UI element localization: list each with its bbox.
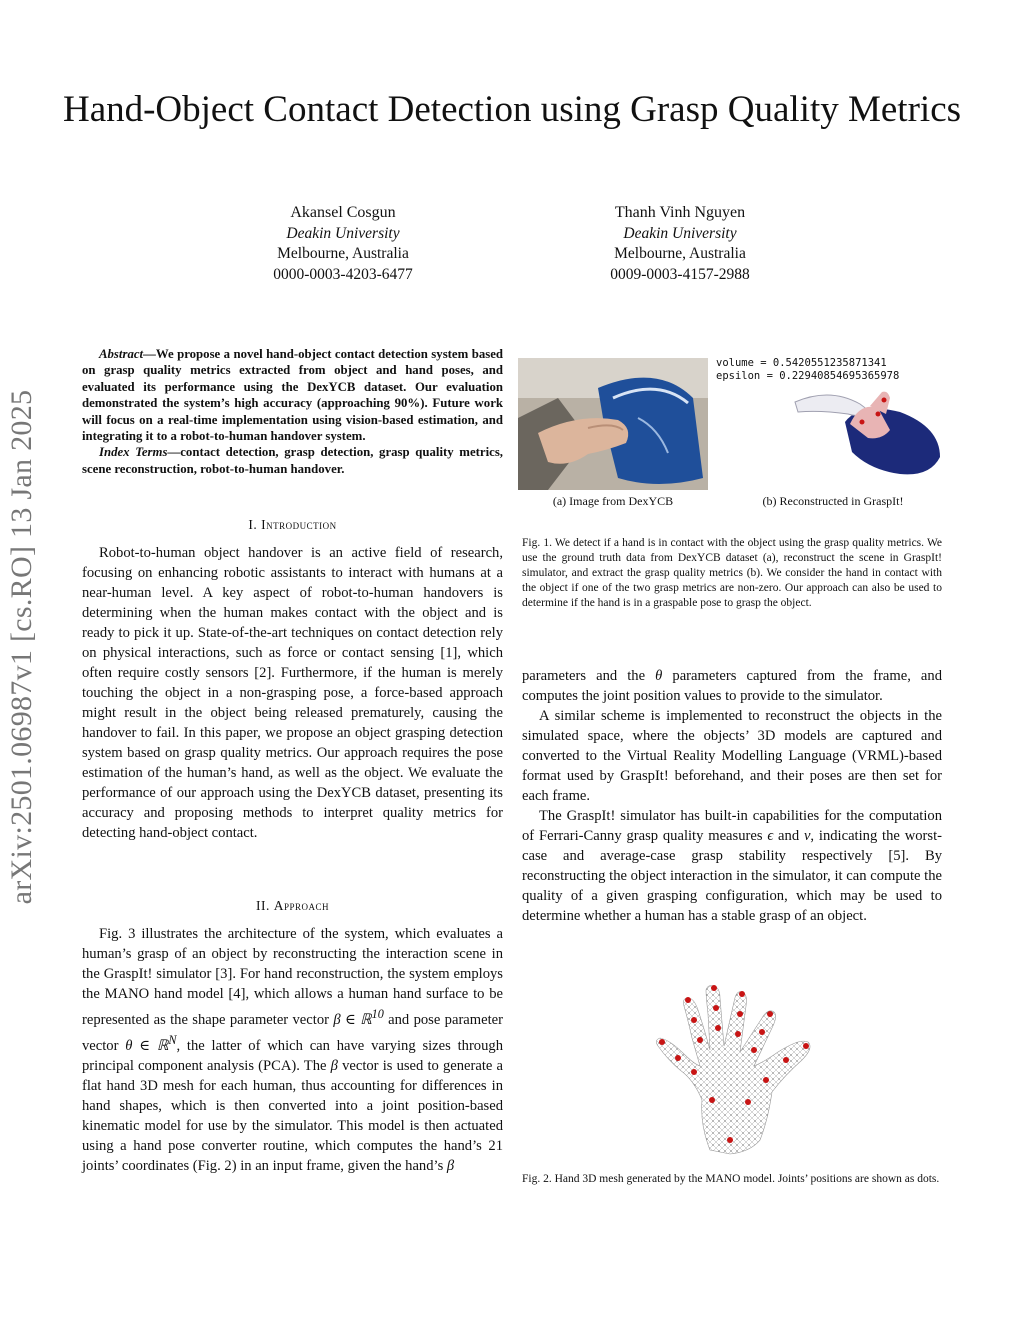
abstract — [82, 346, 503, 477]
contact-point — [876, 412, 881, 417]
joint-dot — [803, 1043, 809, 1049]
math-upsilon: v — [803, 828, 811, 844]
section-number: I. — [248, 517, 258, 532]
paragraph: Robot-to-human object handover is an active field of research, focusing on enhancing robotic assistants to interact with humans at a near-human level. A key aspect of robot-to-human handovers is determining when the human makes contact with the object and is ready to pick it up. State-of-the-art techniques on contact detection rely on physical interactions, such as force or contact sensing [1], which often require costly sensors [2]. Furthermore, if the human is merely touching the object in a non-grasping pose, a force-based approach might result in the object being released prematurely, causing the handover to fail. In this paper, we propose an object grasping detection system based on grasp quality metrics. Our approach requires the pose estimation of the human’s hand, as well as the object. We evaluate the performance of our approach using the DexYCB dataset, presenting its accuracy and proposing methods to interpret quality metrics for detecting hand-object contact. — [82, 545, 503, 841]
abstract-label: Abstract— — [99, 347, 156, 361]
graspit-reconstruction — [790, 382, 950, 482]
joint-dot — [751, 1047, 757, 1053]
joint-dot — [711, 985, 717, 991]
joint-dot — [727, 1137, 733, 1143]
joint-dot — [735, 1031, 741, 1037]
joint-dot — [697, 1037, 703, 1043]
subcaption-b: (b) Reconstructed in GraspIt! — [762, 494, 904, 508]
joint-dot — [783, 1057, 789, 1063]
author-location: Melbourne, Australia — [614, 245, 746, 262]
section-number: II. — [255, 898, 270, 913]
math-beta-vector: β ∈ ℝ$^{10}$ — [333, 1007, 384, 1028]
joint-dot — [763, 1077, 769, 1083]
index-terms-label: Index Terms— — [99, 445, 181, 460]
math-epsilon: ϵ — [767, 828, 774, 844]
author-orcid: 0009-0003-4157-2988 — [610, 265, 750, 283]
author-block-1 — [223, 203, 463, 285]
author-orcid: 0000-0003-4203-6477 — [273, 265, 413, 283]
paper-title: Hand-Object Contact Detection using Grasp Quality Metrics — [62, 89, 962, 130]
math-beta: β — [446, 1157, 455, 1174]
joint-dot — [739, 991, 745, 997]
math-beta: β — [330, 1057, 338, 1074]
joint-dot — [713, 1005, 719, 1011]
joint-dot — [767, 1011, 773, 1017]
paragraph: parameters and the θ parameters captured from the frame, and computes the joint position values to provide to the simulator. — [522, 668, 942, 704]
math-theta-vector: θ ∈ ℝ$^N$ — [125, 1032, 177, 1054]
joint-dot — [691, 1069, 697, 1075]
section-heading-introduction — [82, 517, 503, 533]
joint-dot — [737, 1011, 743, 1017]
joint-dot — [659, 1039, 665, 1045]
arxiv-stamp: arXiv:2501.06987v1 [cs.RO] 13 Jan 2025 — [5, 389, 38, 905]
dexycb-photo — [518, 358, 708, 490]
hand-silhouette — [656, 986, 810, 1155]
author-affiliation: Deakin University — [623, 224, 737, 242]
joint-dot — [709, 1097, 715, 1103]
dexycb-photo-illustration — [518, 358, 708, 490]
joint-dot — [715, 1025, 721, 1031]
paragraph: Fig. 3 illustrates the architecture of the system, which evaluates a human’s grasp of an object by reconstructing the interaction scene in the GraspIt! simulator [3]. For hand reconstruction, the system employs the MANO hand model [4], which allows a human hand surface to be represented as the shape parameter vector β ∈ ℝ$^{10}$ and pose parameter vector θ ∈ ℝ$^N$, the latter of which can have varying sizes through principal component analysis (PCA). The β vector is used to generate a flat hand 3D mesh for each human, thus accounting for differences in hand shapes, which is then converted into a joint position-based kinematic model for use by the simulator. This model is then actuated using a hand pose converter routine, which computes the hand’s 21 joints’ coordinates (Fig. 2) in an input frame, given the hand’s β — [82, 926, 504, 1174]
joint-dot — [691, 1017, 697, 1023]
section-heading-approach — [82, 898, 503, 914]
author-name: Thanh Vinh Nguyen — [614, 204, 746, 221]
author-name: Akansel Cosgun — [290, 204, 396, 221]
paragraph: The GraspIt! simulator has built-in capabilities for the computation of Ferrari-Canny grasp quality measures ϵ and v, indicating the worst-case and average-case grasp stability respectively [5]. By reconstructing the object interaction in the simulator, it can compute the quality of a given grasping configuration, which may be used to determine whether a human has a stable grasp of an object. — [522, 808, 942, 924]
reconstructed-hand-thumb — [795, 395, 868, 415]
joint-dot — [675, 1055, 681, 1061]
subcaption-a: (a) Image from DexYCB — [552, 494, 674, 508]
joint-dot — [745, 1099, 751, 1105]
mano-hand-mesh — [650, 980, 830, 1160]
volume-readout: volume = 0.5420551235871341 — [716, 357, 887, 369]
author-affiliation: Deakin University — [286, 224, 400, 242]
introduction-body — [82, 543, 503, 843]
figure-1-caption: Fig. 1. We detect if a hand is in contact with the object using the grasp quality metrics. We use the ground truth data from DexYCB dataset (a), reconstruct the scene in GraspIt! simulator, and extract the grasp quality metrics (b). We consider the hand in contact with the object if one of the two grasp metrics are non-zero. Our approach can also be used to determine if the hand is in a graspable pose to grasp the object. — [522, 537, 942, 609]
joint-dot — [759, 1029, 765, 1035]
metrics-overlay — [716, 357, 956, 383]
right-column-body — [522, 666, 942, 926]
figure-2-caption: Fig. 2. Hand 3D mesh generated by the MANO model. Joints’ positions are shown as dots. — [522, 1173, 940, 1185]
author-location: Melbourne, Australia — [277, 245, 409, 262]
paragraph: A similar scheme is implemented to reconstruct the objects in the simulated space, where the objects’ 3D models are captured and converted to the Virtual Reality Modelling Language (VRML)-based format used by GraspIt! beforehand, and their poses are then set for each frame. — [522, 708, 942, 804]
section-title: Approach — [273, 898, 329, 913]
author-block-2 — [560, 203, 800, 285]
contact-point — [882, 398, 887, 403]
abstract-text: We propose a novel hand-object contact detection system based on grasp quality metrics extracted from object and hand poses, and evaluated its performance using the DexYCB dataset. Our evaluation demonstrated the system’s high accuracy (approaching 90%). Future work will focus on a real-time implementation using vision-based estimation, and integrating it to a robot-to-human handover system. — [82, 347, 503, 444]
math-theta: θ — [655, 668, 663, 684]
contact-point — [860, 420, 865, 425]
section-title: Introduction — [261, 517, 337, 532]
approach-body — [82, 924, 503, 1176]
index-terms-text: contact detection, grasp detection, grasp quality metrics, scene reconstruction, robot-to-human handover. — [82, 445, 503, 476]
joint-dot — [685, 997, 691, 1003]
epsilon-readout: epsilon = 0.22940854695365978 — [716, 370, 900, 382]
